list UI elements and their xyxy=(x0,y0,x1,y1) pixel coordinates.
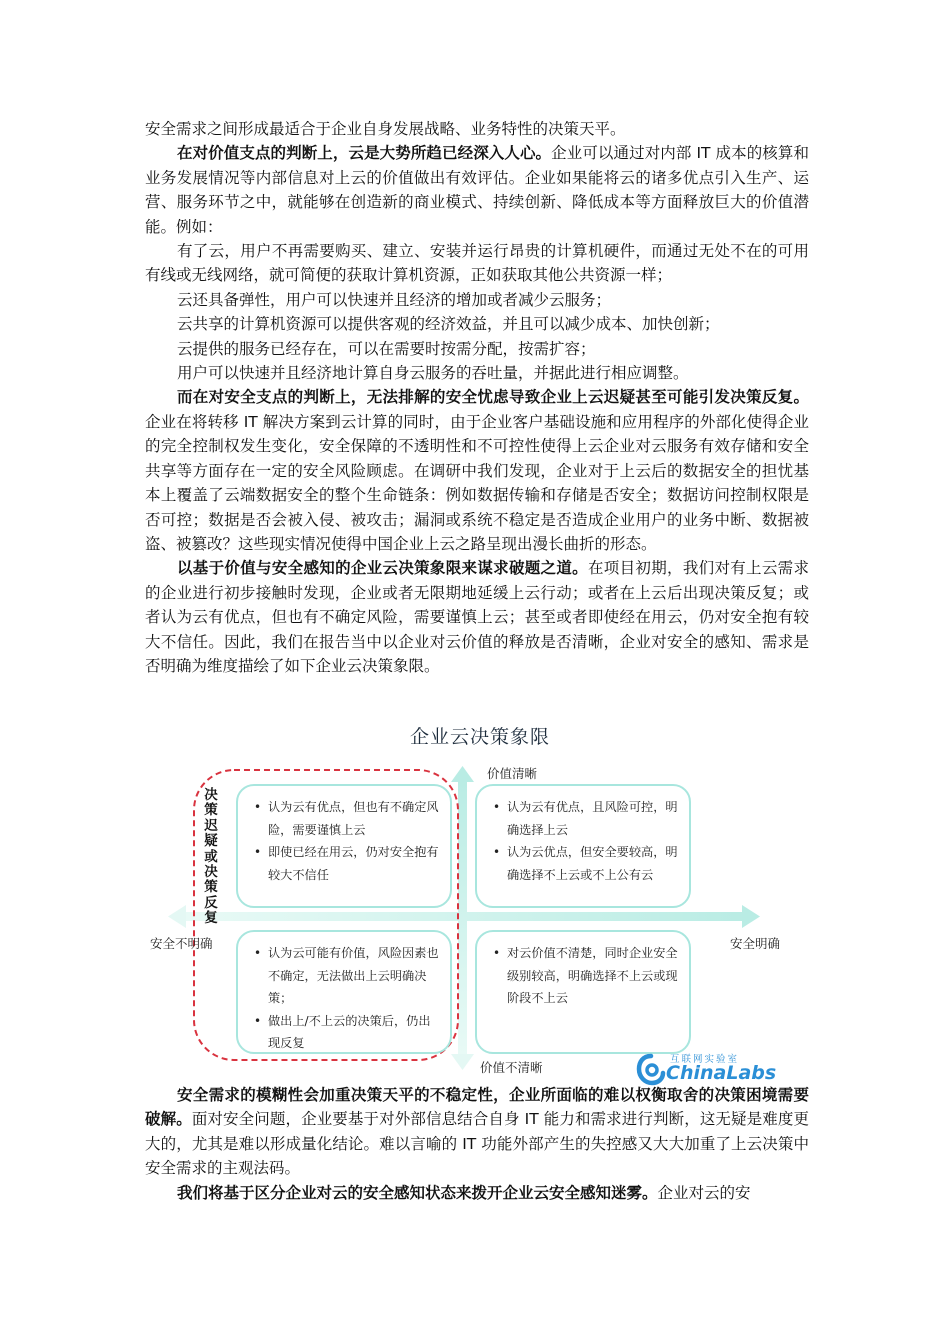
paragraph xyxy=(145,556,809,678)
axis-label-bottom: 价值不清晰 xyxy=(480,1060,543,1075)
figure-title: 企业云决策象限 xyxy=(409,726,550,748)
paragraph-text: 云提供的服务已经存在，可以在需要时按需分配，按需扩容； xyxy=(177,339,596,358)
paragraph xyxy=(145,337,809,361)
paragraph-text: 在项目初期，我们对有上云需求的企业进行初步接触时发现，企业或者无限期地延缓上云行动；或者在上云后出现决策反复；或者认为云有优点，但也有不确定风险，需要谨慎上云；甚至或者即使经在用云，仍对安全抱有较大不信任。因此，我们在报告当中以企业对云价值的释放是否清晰，企业对安全的感知、需求是否明确为维度描绘了如下企业云决策象限。 xyxy=(145,559,809,675)
paragraph-lead: 安全需求的模糊性会加重决策天平的不稳定性，企业所面临的难以权衡取舍的决策困境需要破解。 xyxy=(145,1086,809,1129)
quadrant-item: • 对云价值不清楚，同时企业安全级别较高，明确选择不上云或现阶段不上云 xyxy=(491,942,679,1010)
paragraph-text: 用户可以快速并且经济地计算自身云服务的吞吐量，并据此进行相应调整。 xyxy=(177,364,689,383)
quadrant-bottom-right xyxy=(475,930,691,1054)
paragraph xyxy=(145,1181,809,1205)
text-block-top xyxy=(145,117,809,678)
text-block-bottom xyxy=(145,1083,809,1205)
paragraph xyxy=(145,141,809,239)
paragraph-text: 企业对云的安 xyxy=(657,1183,751,1202)
quadrant-bottom-left xyxy=(236,930,452,1054)
paragraph xyxy=(145,239,809,288)
paragraph-text: 云还具备弹性，用户可以快速并且经济的增加或者减少云服务； xyxy=(177,290,612,309)
paragraph-lead: 以基于价值与安全感知的企业云决策象限来谋求破题之道。 xyxy=(177,559,588,578)
axis-arrow-right xyxy=(742,905,760,928)
quadrant-item: • 认为云优点，但安全要较高，明确选择不上云或不上公有云 xyxy=(491,841,679,886)
axis-label-left: 安全不明确 xyxy=(150,936,213,951)
paragraph-text: 企业在将转移 IT 解决方案到云计算的同时，由于企业客户基础设施和应用程序的外部化使得企业的完全控制权发生变化，安全保障的不透明性和不可控性使得上云企业对云服务有效存储和安全共享等方面存在一定的安全风险顾虑。在调研中我们发现，企业对于上云后的数据安全的担忧基本上覆盖了云端数据安全的整个生命链条：例如数据传输和存储是否安全；数据访问控制权限是否可控；数据是否会被入侵、被攻击；漏洞或系统不稳定是否造成企业用户的业务中断、数据被盗、被篡改？这些现实情况使得中国企业上云之路呈现出漫长曲折的形态。 xyxy=(145,412,809,553)
paragraph xyxy=(145,288,809,312)
paragraph-lead: 而在对安全支点的判断上，无法排解的安全忧虑导致企业上云迟疑甚至可能引发决策反复。 xyxy=(177,388,809,407)
axis-arrow-down xyxy=(451,1054,474,1070)
paragraph xyxy=(145,312,809,336)
axis-label-top: 价值清晰 xyxy=(487,766,538,781)
quadrant-item: • 即使已经在用云，仍对安全抱有较大不信任 xyxy=(252,841,440,886)
decision-quadrant-figure xyxy=(140,720,820,1090)
paragraph-text: 安全需求之间形成最适合于企业自身发展战略、业务特性的决策天平。 xyxy=(145,120,626,138)
logo-wordmark: ChinaLabs xyxy=(666,1062,777,1084)
quadrant-top-left xyxy=(236,784,452,908)
paragraph-text: 企业可以通过对内部 IT 成本的核算和业务发展情况等内部信息对上云的价值做出有效评估。企业如果能将云的诸多优点引入生产、运营、服务环节之中，就能够在创造新的商业模式、持续创新、降低成本等方面释放巨大的价值潜能。例如： xyxy=(145,144,809,236)
paragraph-lead: 在对价值支点的判断上，云是大势所趋已经深入人心。 xyxy=(177,144,552,163)
paragraph xyxy=(145,385,809,556)
quadrant-item: • 做出上/不上云的决策后，仍出现反复 xyxy=(252,1010,440,1055)
paragraph xyxy=(145,361,809,385)
highlight-label: 决策迟疑或决策反复 xyxy=(204,787,218,927)
logo-subtitle: 互联网实验室 xyxy=(670,1054,740,1065)
paragraph-lead: 我们将基于区分企业对云的安全感知状态来拨开企业云安全感知迷雾。 xyxy=(177,1183,658,1202)
paragraph-text: 云共享的计算机资源可以提供客观的经济效益，并且可以减少成本、加快创新； xyxy=(177,315,720,334)
quadrant-item: • 认为云有优点，且风险可控，明确选择上云 xyxy=(491,796,679,841)
axis-label-right: 安全明确 xyxy=(730,936,781,951)
paragraph-text: 面对安全问题，企业要基于对外部信息结合自身 IT 能力和需求进行判断，这无疑是难度更大的，尤其是难以形成量化结论。难以言喻的 IT 功能外部产生的失控感又大大加重了上云决策中安全需求的主观法码。 xyxy=(145,1110,809,1178)
vertical-axis xyxy=(458,778,467,1060)
axis-arrow-left xyxy=(168,905,186,928)
quadrant-item: • 认为云可能有价值，风险因素也不确定，无法做出上云明确决策； xyxy=(252,942,440,1010)
axis-arrow-up xyxy=(451,766,474,782)
paragraph xyxy=(145,117,809,141)
paragraph-text: 有了云，用户不再需要购买、建立、安装并运行昂贵的计算机硬件，而通过无处不在的可用有线或无线网络，就可简便的获取计算机资源，正如获取其他公共资源一样； xyxy=(145,242,809,285)
paragraph xyxy=(145,1083,809,1181)
logo-mark-icon xyxy=(636,1053,666,1087)
quadrant-item: • 认为云有优点，但也有不确定风险，需要谨慎上云 xyxy=(252,796,440,841)
quadrant-top-right xyxy=(475,784,691,908)
